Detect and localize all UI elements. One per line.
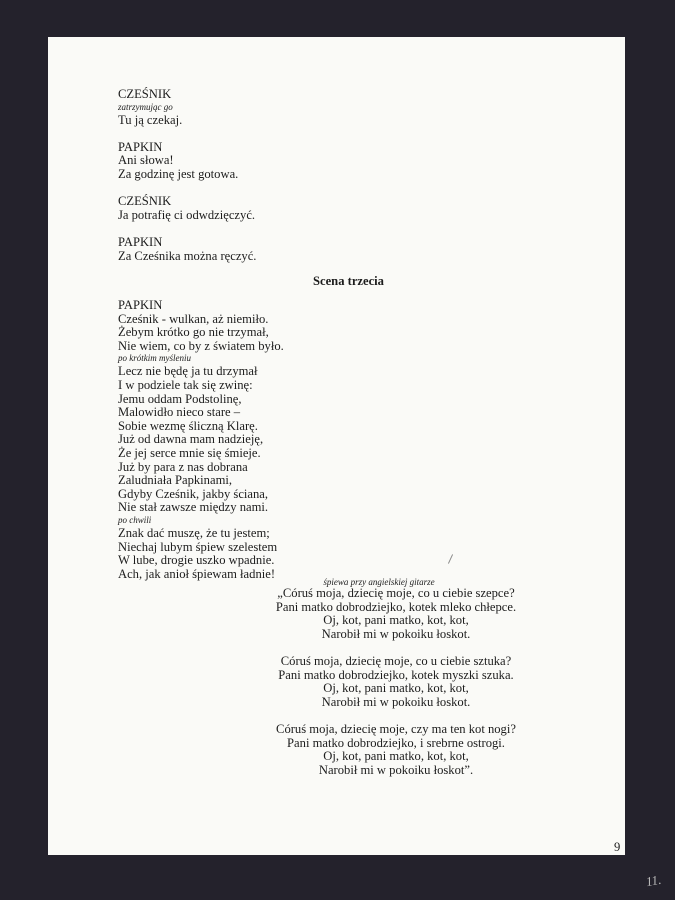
dialogue-line: Już od dawna mam nadzieję, [118,432,264,447]
speaker-name: PAPKIN [118,298,163,312]
dialogue-line: Ach, jak anioł śpiewam ładnie! [118,566,276,581]
stage-direction: zatrzymując go [118,101,173,112]
dialogue-line: Cześnik - wulkan, aż niemiło. [118,311,269,326]
dialogue-line: Znak dać muszę, że tu jestem; [118,526,270,540]
song-line: Pani matko dobrodziejko, kotek mleko chłepce. [275,599,517,614]
speaker-name: PAPKIN [118,235,163,249]
dialogue-line: Żebym krótko go nie trzymał, [118,325,269,340]
dialogue-line: Sobie wezmę śliczną Klarę. [118,418,258,433]
dialogue-line: Lecz nie będę ja tu drzymał [118,364,258,379]
song-line: Córuś moja, dziecię moje, co u ciebie sztuka? [280,654,512,668]
song-line: Oj, kot, pani matko, kot, kot, [323,749,469,764]
dialogue-line: W lube, drogie uszko wpadnie. [118,553,275,568]
pencil-tick-mark [448,554,453,563]
dialogue-line: Zaludniała Papkinami, [118,473,233,488]
song-line: Córuś moja, dziecię moje, czy ma ten kot nogi? [276,722,516,736]
dialogue-line: Jemu oddam Podstolinę, [118,391,242,406]
speaker-name: PAPKIN [118,139,163,154]
document-page [48,37,663,890]
archive-pencil-mark: 11. [644,871,663,890]
song-line: Pani matko dobrodziejko, i srebrne ostrogi. [287,735,505,750]
dialogue-line: Ani słowa! [118,153,174,168]
speaker-name: CZEŚNIK [118,87,172,101]
dialogue-line: Niechaj lubym śpiew szelestem [118,539,278,554]
song-line: Pani matko dobrodziejko, kotek myszki szuka. [278,667,514,682]
dialogue-line: Tu ją czekaj. [118,112,183,127]
song-line: Narobił mi w pokoiku łoskot”. [318,762,474,777]
stage-direction: po krótkim myśleniu [118,353,191,364]
dialogue-line: Już by para z nas dobrana [118,459,248,474]
dialogue-line: Za Cześnika można ręczyć. [118,248,257,263]
dialogue-line: Nie wiem, co by z światem było. [118,338,284,353]
dialogue-line: Malowidło nieco stare – [118,405,241,420]
song-line: Narobił mi w pokoiku łoskot. [321,694,471,709]
song-stage-direction: śpiewa przy angielskiej gitarze [323,577,435,587]
dialogue-line: Nie stał zawsze między nami. [118,500,269,515]
dialogue-line: Gdyby Cześnik, jakby ściana, [118,486,269,501]
dialogue-line: Za godzinę jest gotowa. [118,167,239,181]
dialogue-line: Że jej serce mnie się śmieje. [118,446,261,460]
scene-heading: Scena trzecia [313,274,384,288]
song-line: Narobił mi w pokoiku łoskot. [321,626,471,641]
song-line: „Córuś moja, dziecię moje, co u ciebie szepce? [277,586,515,600]
page-number: 9 [614,840,621,854]
speaker-name: CZEŚNIK [118,194,172,209]
song-line: Oj, kot, pani matko, kot, kot, [323,681,469,696]
stage-direction: po chwili [118,515,152,525]
dialogue-line: I w podziele tak się zwinę: [118,378,253,392]
dialogue-line: Ja potrafię ci odwdzięczyć. [118,207,256,222]
song-line: Oj, kot, pani matko, kot, kot, [323,613,469,628]
